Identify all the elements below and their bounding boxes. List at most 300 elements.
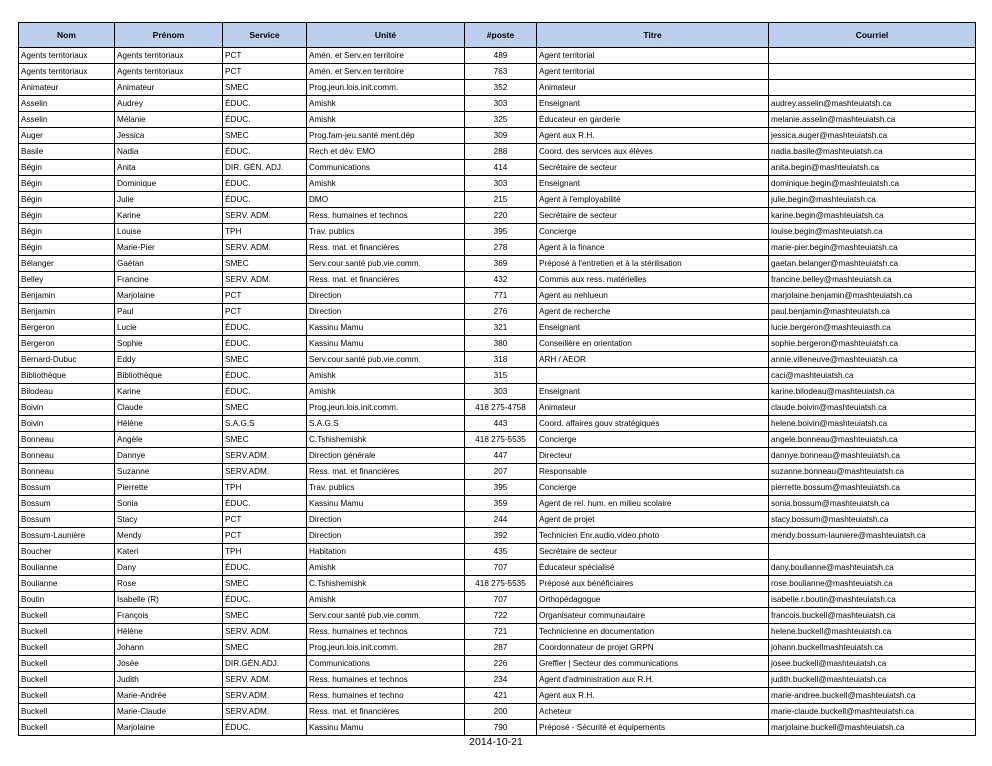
table-row	[19, 448, 976, 464]
cell-prenom: Sonia	[115, 496, 223, 512]
cell-titre: Préposé à l'entretien et à la stérilisation	[537, 256, 769, 272]
cell-titre: Enseignant	[537, 320, 769, 336]
cell-courriel[interactable]: julie.begin@mashteuiatsh.ca	[769, 192, 976, 208]
cell-unite: Serv.cour.santé pub.vie.comm.	[307, 256, 465, 272]
cell-courriel[interactable]: karine.bilodeau@mashteuiatsh.ca	[769, 384, 976, 400]
cell-titre: Animateur	[537, 400, 769, 416]
cell-unite: Prog.jeun.lois.init.comm.	[307, 640, 465, 656]
cell-titre	[537, 368, 769, 384]
cell-prenom: Agents territoriaux	[115, 64, 223, 80]
cell-unite: Amishk	[307, 96, 465, 112]
cell-unite: C.Tshishemishk	[307, 576, 465, 592]
cell-nom: Bergeron	[19, 336, 115, 352]
cell-titre: Enseignant	[537, 384, 769, 400]
cell-unite: Amishk	[307, 384, 465, 400]
cell-service: SERV.ADM.	[223, 704, 307, 720]
cell-poste: 303	[465, 96, 537, 112]
cell-prenom: Suzanne	[115, 464, 223, 480]
cell-nom: Benjamin	[19, 288, 115, 304]
cell-prenom: Nadia	[115, 144, 223, 160]
cell-nom: Boivin	[19, 416, 115, 432]
cell-prenom: Louise	[115, 224, 223, 240]
cell-nom: Bernard-Dubuc	[19, 352, 115, 368]
cell-courriel[interactable]: francine.belley@mashteuiatsh.ca	[769, 272, 976, 288]
cell-nom: Boulianne	[19, 576, 115, 592]
cell-poste: 278	[465, 240, 537, 256]
cell-nom: Buckell	[19, 704, 115, 720]
cell-courriel[interactable]: rose.boulianne@mashteuiatsh.ca	[769, 576, 976, 592]
cell-service: SERV. ADM.	[223, 240, 307, 256]
table-row	[19, 528, 976, 544]
cell-nom: Bonneau	[19, 448, 115, 464]
cell-unite: Amishk	[307, 368, 465, 384]
cell-titre: Agent de recherche	[537, 304, 769, 320]
cell-service: SMEC	[223, 128, 307, 144]
cell-courriel[interactable]: paul.benjamin@mashteuiatsh.ca	[769, 304, 976, 320]
cell-poste: 200	[465, 704, 537, 720]
cell-poste: 395	[465, 224, 537, 240]
cell-courriel[interactable]: nadia.basile@mashteuiatsh.ca	[769, 144, 976, 160]
cell-courriel[interactable]: marie-claude.buckell@mashteuiatsh.ca	[769, 704, 976, 720]
cell-prenom: Eddy	[115, 352, 223, 368]
cell-nom: Animateur	[19, 80, 115, 96]
table-row	[19, 304, 976, 320]
cell-prenom: Paul	[115, 304, 223, 320]
cell-service: SERV. ADM.	[223, 208, 307, 224]
cell-titre: Concierge	[537, 480, 769, 496]
cell-service: TPH	[223, 224, 307, 240]
table-row	[19, 624, 976, 640]
cell-nom: Auger	[19, 128, 115, 144]
cell-prenom: Marie-Pier	[115, 240, 223, 256]
cell-service: ÉDUC.	[223, 176, 307, 192]
cell-poste: 432	[465, 272, 537, 288]
cell-unite: Amishk	[307, 592, 465, 608]
cell-courriel	[769, 64, 976, 80]
cell-titre: Préposé aux bénéficiaires	[537, 576, 769, 592]
cell-nom: Boutin	[19, 592, 115, 608]
cell-unite: Prog.jeun.lois.init.comm.	[307, 80, 465, 96]
cell-unite: Amishk	[307, 560, 465, 576]
column-header-unite: Unité	[307, 23, 465, 48]
cell-poste: 790	[465, 720, 537, 736]
cell-unite: Direction	[307, 528, 465, 544]
table-row	[19, 384, 976, 400]
cell-prenom: Francine	[115, 272, 223, 288]
cell-courriel[interactable]: johann.buckellmashteuiatsh.ca	[769, 640, 976, 656]
cell-courriel[interactable]: pierrette.bossum@mashteuiatsh.ca	[769, 480, 976, 496]
cell-prenom: Bibliothèque	[115, 368, 223, 384]
cell-courriel[interactable]: dannye.bonneau@mashteuiatsh.ca	[769, 448, 976, 464]
cell-poste: 234	[465, 672, 537, 688]
table-row	[19, 688, 976, 704]
cell-service: DIR.GÉN.ADJ.	[223, 656, 307, 672]
cell-prenom: Jessica	[115, 128, 223, 144]
cell-poste: 369	[465, 256, 537, 272]
cell-nom: Boivin	[19, 400, 115, 416]
cell-poste: 215	[465, 192, 537, 208]
cell-titre: Coord. des services aux élèves	[537, 144, 769, 160]
table-row	[19, 592, 976, 608]
cell-prenom: Johann	[115, 640, 223, 656]
cell-prenom: Judith	[115, 672, 223, 688]
cell-unite: Direction	[307, 288, 465, 304]
cell-service: SERV.ADM.	[223, 448, 307, 464]
cell-titre: Animateur	[537, 80, 769, 96]
cell-nom: Asselin	[19, 112, 115, 128]
cell-nom: Bélanger	[19, 256, 115, 272]
cell-courriel[interactable]: annie.villeneuve@mashteuiatsh.ca	[769, 352, 976, 368]
cell-unite: Ress. mat. et financières	[307, 240, 465, 256]
cell-courriel	[769, 80, 976, 96]
cell-unite: Ress. mat. et financières	[307, 704, 465, 720]
cell-unite: Ress. humaines et techno	[307, 688, 465, 704]
cell-nom: Agents territoriaux	[19, 64, 115, 80]
cell-service: S.A.G.S	[223, 416, 307, 432]
cell-service: PCT	[223, 288, 307, 304]
cell-prenom: Marie-Andrée	[115, 688, 223, 704]
cell-poste: 435	[465, 544, 537, 560]
cell-poste: 707	[465, 592, 537, 608]
cell-courriel[interactable]: gaetan.belanger@mashteuiatsh.ca	[769, 256, 976, 272]
cell-service: PCT	[223, 304, 307, 320]
cell-poste: 315	[465, 368, 537, 384]
cell-poste: 318	[465, 352, 537, 368]
footer-date: 2014-10-21	[469, 736, 523, 748]
table-row	[19, 512, 976, 528]
cell-titre: Acheteur	[537, 704, 769, 720]
cell-prenom: Hélène	[115, 624, 223, 640]
cell-nom: Bonneau	[19, 432, 115, 448]
cell-poste: 359	[465, 496, 537, 512]
cell-nom: Boulianne	[19, 560, 115, 576]
cell-courriel[interactable]: karine.begin@mashteuiatsh.ca	[769, 208, 976, 224]
cell-unite: S.A.G.S	[307, 416, 465, 432]
table-row	[19, 96, 976, 112]
cell-titre: Agent aux R.H.	[537, 688, 769, 704]
cell-courriel[interactable]: mendy.bossum-launiere@mashteuiatsh.ca	[769, 528, 976, 544]
cell-titre: Agent d'administration aux R.H.	[537, 672, 769, 688]
cell-unite: C.Tshishemishk	[307, 432, 465, 448]
cell-prenom: Animateur	[115, 80, 223, 96]
cell-poste: 309	[465, 128, 537, 144]
cell-titre: Agent territorial	[537, 48, 769, 64]
cell-service: SMEC	[223, 256, 307, 272]
cell-unite: Direction	[307, 304, 465, 320]
cell-poste: 303	[465, 384, 537, 400]
cell-titre: Conseillère en orientation	[537, 336, 769, 352]
cell-courriel	[769, 544, 976, 560]
cell-courriel[interactable]: judith.buckell@mashteuiatsh.ca	[769, 672, 976, 688]
cell-courriel[interactable]: suzanne.bonneau@mashteuiatsh.ca	[769, 464, 976, 480]
table-row	[19, 80, 976, 96]
cell-prenom: Lucie	[115, 320, 223, 336]
cell-unite: Amén. et Serv.en territoire	[307, 48, 465, 64]
cell-poste: 722	[465, 608, 537, 624]
cell-nom: Buckell	[19, 656, 115, 672]
cell-prenom: Dominique	[115, 176, 223, 192]
table-row	[19, 480, 976, 496]
table-header-row	[19, 23, 976, 48]
table-row	[19, 640, 976, 656]
table-body	[19, 48, 976, 736]
table-row	[19, 704, 976, 720]
cell-prenom: Dannye	[115, 448, 223, 464]
cell-unite: Amén. et Serv.en territoire	[307, 64, 465, 80]
cell-poste: 207	[465, 464, 537, 480]
cell-nom: Benjamin	[19, 304, 115, 320]
cell-poste: 707	[465, 560, 537, 576]
cell-prenom: Marie-Claude	[115, 704, 223, 720]
cell-nom: Bossum	[19, 512, 115, 528]
table-row	[19, 144, 976, 160]
cell-service: ÉDUC.	[223, 112, 307, 128]
table-row	[19, 272, 976, 288]
cell-nom: Bilodeau	[19, 384, 115, 400]
cell-prenom: Rose	[115, 576, 223, 592]
cell-titre: Technicienne en documentation	[537, 624, 769, 640]
cell-titre: Directeur	[537, 448, 769, 464]
cell-service: SERV.ADM.	[223, 464, 307, 480]
table-row	[19, 224, 976, 240]
cell-poste: 447	[465, 448, 537, 464]
cell-unite: Ress. humaines et technos	[307, 208, 465, 224]
cell-service: PCT	[223, 512, 307, 528]
cell-service: ÉDUC.	[223, 384, 307, 400]
table-row	[19, 208, 976, 224]
cell-courriel[interactable]: marjolaine.benjamin@mashteuiatsh.ca	[769, 288, 976, 304]
cell-courriel[interactable]: marie-andree.buckell@mashteuiatsh.ca	[769, 688, 976, 704]
cell-prenom: Audrey	[115, 96, 223, 112]
cell-courriel[interactable]: louise.begin@mashteuiatsh.ca	[769, 224, 976, 240]
cell-service: TPH	[223, 480, 307, 496]
cell-prenom: Isabelle (R)	[115, 592, 223, 608]
cell-nom: Bégin	[19, 224, 115, 240]
cell-courriel[interactable]: isabelle.r.boutin@mashteuiatsh.ca	[769, 592, 976, 608]
cell-service: SMEC	[223, 640, 307, 656]
cell-nom: Bonneau	[19, 464, 115, 480]
cell-prenom: Marjolaine	[115, 720, 223, 736]
cell-nom: Buckell	[19, 720, 115, 736]
cell-courriel[interactable]: claude.boivin@mashteuiatsh.ca	[769, 400, 976, 416]
table-row	[19, 192, 976, 208]
cell-courriel[interactable]: sophie.bergeron@mashteuiatsh.ca	[769, 336, 976, 352]
cell-poste: 303	[465, 176, 537, 192]
cell-titre: Préposé - Sécurité et équipements	[537, 720, 769, 736]
cell-prenom: Anita	[115, 160, 223, 176]
cell-unite: Rech et dév. EMO	[307, 144, 465, 160]
cell-titre: Secrétaire de secteur	[537, 208, 769, 224]
cell-service: SERV. ADM.	[223, 672, 307, 688]
cell-prenom: Gaétan	[115, 256, 223, 272]
cell-unite: Prog.fam-jeu.santé ment.dép	[307, 128, 465, 144]
table-row	[19, 256, 976, 272]
cell-prenom: François	[115, 608, 223, 624]
cell-service: TPH	[223, 544, 307, 560]
table-row	[19, 464, 976, 480]
cell-courriel[interactable]: marie-pier.begin@mashteuiatsh.ca	[769, 240, 976, 256]
cell-service: SMEC	[223, 608, 307, 624]
cell-service: ÉDUC.	[223, 320, 307, 336]
cell-courriel[interactable]: josee.buckell@mashteuiatsh.ca	[769, 656, 976, 672]
cell-poste: 226	[465, 656, 537, 672]
cell-titre: Agent de rel. hum. en milieu scolaire	[537, 496, 769, 512]
cell-unite: Direction générale	[307, 448, 465, 464]
cell-poste: 418 275-5535	[465, 432, 537, 448]
cell-titre: Secrétaire de secteur	[537, 160, 769, 176]
column-header-poste: #poste	[465, 23, 537, 48]
column-header-courriel: Courriel	[769, 23, 976, 48]
cell-prenom: Agents territoriaux	[115, 48, 223, 64]
cell-service: SMEC	[223, 576, 307, 592]
cell-prenom: Angèle	[115, 432, 223, 448]
cell-poste: 418 275-5535	[465, 576, 537, 592]
cell-unite: Serv.cour.santé pub.vie.comm.	[307, 352, 465, 368]
cell-courriel[interactable]: angele.bonneau@mashteuiatsh.ca	[769, 432, 976, 448]
column-header-prenom: Prénom	[115, 23, 223, 48]
cell-poste: 352	[465, 80, 537, 96]
cell-service: PCT	[223, 64, 307, 80]
cell-nom: Bégin	[19, 240, 115, 256]
cell-unite: Communications	[307, 656, 465, 672]
cell-unite: DMO	[307, 192, 465, 208]
cell-titre: Enseignant	[537, 96, 769, 112]
cell-nom: Bégin	[19, 192, 115, 208]
cell-prenom: Pierrette	[115, 480, 223, 496]
cell-unite: Ress. humaines et technos	[307, 624, 465, 640]
cell-service: ÉDUC.	[223, 192, 307, 208]
cell-nom: Bergeron	[19, 320, 115, 336]
cell-prenom: Dany	[115, 560, 223, 576]
cell-service: PCT	[223, 528, 307, 544]
table-row	[19, 128, 976, 144]
cell-courriel[interactable]: dany.boulianne@mashteuiatsh.ca	[769, 560, 976, 576]
cell-courriel	[769, 48, 976, 64]
cell-service: SMEC	[223, 432, 307, 448]
cell-poste: 325	[465, 112, 537, 128]
cell-titre: Responsable	[537, 464, 769, 480]
cell-nom: Basile	[19, 144, 115, 160]
cell-titre: ARH / AEOR	[537, 352, 769, 368]
cell-poste: 244	[465, 512, 537, 528]
cell-poste: 414	[465, 160, 537, 176]
cell-titre: Concierge	[537, 224, 769, 240]
table-row	[19, 320, 976, 336]
cell-nom: Buckell	[19, 640, 115, 656]
cell-poste: 418 275-4758	[465, 400, 537, 416]
cell-unite: Amishk	[307, 176, 465, 192]
cell-unite: Ress. mat. et financières	[307, 272, 465, 288]
cell-nom: Bégin	[19, 176, 115, 192]
cell-poste: 392	[465, 528, 537, 544]
cell-courriel[interactable]: stacy.bossum@mashteuiatsh.ca	[769, 512, 976, 528]
table-row	[19, 544, 976, 560]
cell-unite: Kassinu Mamu	[307, 336, 465, 352]
cell-courriel[interactable]: dominique.begin@mashteuiatsh.ca	[769, 176, 976, 192]
column-header-titre: Titre	[537, 23, 769, 48]
cell-poste: 395	[465, 480, 537, 496]
cell-unite: Communications	[307, 160, 465, 176]
table-row	[19, 112, 976, 128]
cell-poste: 443	[465, 416, 537, 432]
cell-poste: 721	[465, 624, 537, 640]
cell-service: SERV.ADM.	[223, 688, 307, 704]
table-row	[19, 336, 976, 352]
cell-courriel[interactable]: anita.begin@mashteuiatsh.ca	[769, 160, 976, 176]
cell-titre: Coord. affaires gouv stratégiques	[537, 416, 769, 432]
table-row	[19, 400, 976, 416]
cell-courriel[interactable]: marjolaine.buckell@mashteuiatsh.ca	[769, 720, 976, 736]
cell-courriel[interactable]: helene.boivin@mashteuiatsh.ca	[769, 416, 976, 432]
cell-unite: Kassinu Mamu	[307, 320, 465, 336]
cell-unite: Direction	[307, 512, 465, 528]
cell-poste: 763	[465, 64, 537, 80]
cell-courriel[interactable]: caci@mashteuiatsh.ca	[769, 368, 976, 384]
cell-poste: 421	[465, 688, 537, 704]
cell-titre: Agent au nehlueun	[537, 288, 769, 304]
cell-unite: Ress. mat. et financières	[307, 464, 465, 480]
cell-titre: Agent aux R.H.	[537, 128, 769, 144]
cell-courriel[interactable]: lucie.bergeron@mashteuiasth.ca	[769, 320, 976, 336]
cell-titre: Agent territorial	[537, 64, 769, 80]
table-row	[19, 352, 976, 368]
cell-nom: Asselin	[19, 96, 115, 112]
cell-courriel[interactable]: melanie.asselin@mashteuiatsh.ca	[769, 112, 976, 128]
cell-unite: Trav. publics	[307, 480, 465, 496]
cell-nom: Buckell	[19, 688, 115, 704]
table-row	[19, 608, 976, 624]
cell-courriel[interactable]: francois.buckell@mashteuiatsh.ca	[769, 608, 976, 624]
cell-courriel[interactable]: sonia.bossum@mashteuiatsh.ca	[769, 496, 976, 512]
cell-courriel[interactable]: jessica.auger@mashteuiatsh.ca	[769, 128, 976, 144]
cell-titre: Agent à l'employabilité	[537, 192, 769, 208]
cell-courriel[interactable]: helene.buckell@mashteuiatsh.ca	[769, 624, 976, 640]
cell-prenom: Karine	[115, 384, 223, 400]
cell-prenom: Claude	[115, 400, 223, 416]
cell-service: SMEC	[223, 400, 307, 416]
cell-titre: Commis aux ress. matérielles	[537, 272, 769, 288]
cell-service: SMEC	[223, 352, 307, 368]
cell-poste: 771	[465, 288, 537, 304]
table-row	[19, 160, 976, 176]
cell-nom: Bibliothèque	[19, 368, 115, 384]
cell-nom: Bossum-Launière	[19, 528, 115, 544]
cell-service: SERV. ADM.	[223, 272, 307, 288]
staff-directory-table	[18, 22, 976, 736]
cell-poste: 220	[465, 208, 537, 224]
cell-unite: Kassinu Mamu	[307, 720, 465, 736]
cell-service: ÉDUC.	[223, 496, 307, 512]
cell-titre: Technicien Enr.audio.video.photo	[537, 528, 769, 544]
cell-unite: Trav. publics	[307, 224, 465, 240]
cell-prenom: Stacy	[115, 512, 223, 528]
cell-titre: Orthopédagogue	[537, 592, 769, 608]
table-row	[19, 240, 976, 256]
cell-prenom: Josée	[115, 656, 223, 672]
table-row	[19, 432, 976, 448]
cell-service: ÉDUC.	[223, 720, 307, 736]
cell-unite: Amishk	[307, 112, 465, 128]
cell-prenom: Julie	[115, 192, 223, 208]
cell-service: SERV. ADM.	[223, 624, 307, 640]
table-row	[19, 176, 976, 192]
cell-courriel[interactable]: audrey.asselin@mashteuiatsh.ca	[769, 96, 976, 112]
cell-service: ÉDUC.	[223, 560, 307, 576]
cell-nom: Buckell	[19, 608, 115, 624]
column-header-service: Service	[223, 23, 307, 48]
cell-service: DIR. GÉN. ADJ.	[223, 160, 307, 176]
table-row	[19, 64, 976, 80]
